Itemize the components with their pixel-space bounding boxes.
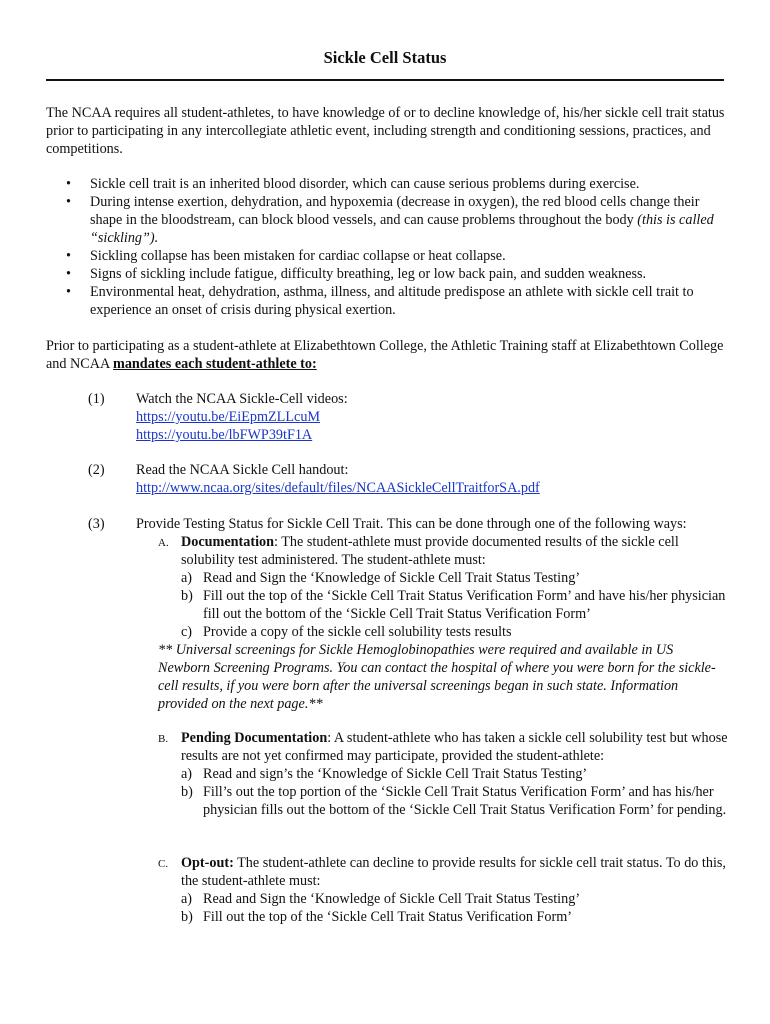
item-text: Read and sign’s the ‘Knowledge of Sickle Cell Trait Status Testing’ [203,766,588,782]
list-item [181,623,728,641]
intro-paragraph: The NCAA requires all student-athletes, to have knowledge of or to decline knowledge of, his/her sickle cell trait status prior to participating in any intercollegiate athletic event, including strength and conditioning sessions, practices, and competitions. [46,105,725,157]
item-text: Fill’s out the top portion of the ‘Sickle Cell Trait Status Verification Form’ and has his/her physician fills out the bottom of the ‘Sickle Cell Trait Status Verification Form’ for pending. [203,784,727,818]
item-text: Read and Sign the ‘Knowledge of Sickle Cell Trait Status Testing’ [203,570,581,586]
item-index: b) [181,909,193,925]
option-description: : A student-athlete who has taken a sickle cell solubility test but whose results are not yet confirmed may participate, provided the student-athlete: [181,730,728,764]
bullet-text: Sickling collapse has been mistaken for cardiac collapse or heat collapse. [90,248,506,264]
sickling-note: (this is called “sickling”). [90,212,714,246]
option-steps [181,765,728,819]
mandate-text: Prior to participating as a student-athlete at Elizabethtown College, the Athletic Training staff at Elizabethtown College and NCAA [46,338,724,372]
mandate-emphasis: mandates each student-athlete to: [113,356,317,372]
list-item [46,247,726,265]
item-index: b) [181,588,193,604]
list-item [181,890,728,908]
option-letter: B. [158,733,169,745]
step-text: Provide Testing Status for Sickle Cell Trait. This can be done through one of the following ways: [136,516,687,532]
bullet-icon: • [66,284,71,300]
list-item [181,587,728,623]
item-index: c) [181,624,193,640]
item-index: a) [181,766,193,782]
step-number: (1) [88,391,105,407]
step-body [136,390,731,444]
option-opt-out [158,854,728,926]
list-item [46,193,726,247]
option-label: Documentation [181,534,275,550]
option-text [181,533,728,569]
item-text: Provide a copy of the sickle cell solubility tests results [203,624,512,640]
handout-link[interactable]: http://www.ncaa.org/sites/default/files/NCAASickleCellTraitforSA.pdf [136,480,540,496]
list-item [181,908,728,926]
bullet-text: Sickle cell trait is an inherited blood disorder, which can cause serious problems during exercise. [90,176,640,192]
item-index: a) [181,570,193,586]
step-number: (3) [88,516,105,532]
mandate-paragraph [46,337,726,373]
list-item [46,283,726,319]
option-label: Opt-out: [181,855,234,871]
item-text: Read and Sign the ‘Knowledge of Sickle Cell Trait Status Testing’ [203,891,581,907]
item-index: b) [181,784,193,800]
facts-list [46,175,726,319]
item-text: Fill out the top of the ‘Sickle Cell Trait Status Verification Form’ and have his/her physician fill out the bottom of the ‘Sickle Cell Trait Status Verification Form’ [203,588,726,622]
option-text [181,729,728,765]
bullet-text: Environmental heat, dehydration, asthma, illness, and altitude predispose an athlete with sickle cell trait to experience an onset of crisis during physical exertion. [90,284,694,318]
step-number: (2) [88,462,105,478]
option-label: Pending Documentation [181,730,328,746]
list-item [181,783,728,819]
list-item [46,265,726,283]
list-item [181,569,728,587]
item-index: a) [181,891,193,907]
bullet-icon: • [66,266,71,282]
screening-note: ** Universal screenings for Sickle Hemoglobinopathies were required and available in US Newborn Screening Programs. You can contact the hospital of where you were born for the sickle-cell results, if you were born after the universal screenings began in such state. Information provided on the next page.** [158,642,716,712]
bullet-text: During intense exertion, dehydration, and hypoxemia (decrease in oxygen), the red blood cells change their shape in the bloodstream, can block blood vessels, and can cause problems throughout the body [90,194,700,228]
page-title: Sickle Cell Status [323,48,447,67]
bullet-icon: • [66,176,71,192]
video-link-2[interactable]: https://youtu.be/lbFWP39tF1A [136,427,313,443]
step-body [136,461,731,497]
step-text: Read the NCAA Sickle Cell handout: [136,462,349,478]
option-documentation [158,533,728,713]
option-letter: C. [158,858,169,870]
option-steps [181,569,728,641]
option-description: : The student-athlete must provide documented results of the sickle cell solubility test administered. The student-athlete must: [181,534,679,568]
title-divider [46,79,724,81]
bullet-text: Signs of sickling include fatigue, difficulty breathing, leg or low back pain, and sudden weakness. [90,266,647,282]
option-description: The student-athlete can decline to provide results for sickle cell trait status. To do this, the student-athlete must: [181,855,726,889]
step-body [136,515,731,533]
list-item [46,175,726,193]
video-link-1[interactable]: https://youtu.be/EiEpmZLLcuM [136,409,321,425]
option-steps [181,890,728,926]
option-text [181,854,728,890]
bullet-icon: • [66,194,71,210]
list-item [181,765,728,783]
step-text: Watch the NCAA Sickle-Cell videos: [136,391,348,407]
bullet-icon: • [66,248,71,264]
option-pending [158,729,728,819]
item-text: Fill out the top of the ‘Sickle Cell Trait Status Verification Form’ [203,909,572,925]
option-letter: A. [158,537,169,549]
